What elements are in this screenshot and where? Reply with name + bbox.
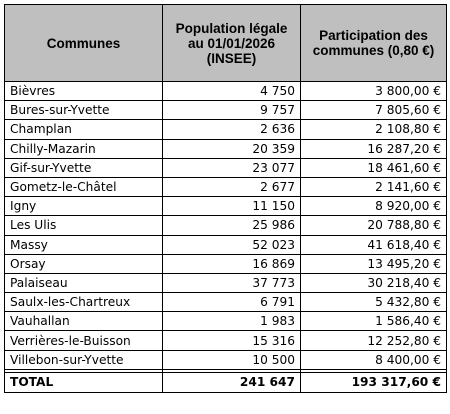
population-value: 20 359 bbox=[163, 139, 301, 158]
commune-name: Massy bbox=[5, 235, 163, 254]
table-row bbox=[5, 235, 447, 254]
commune-name: Les Ulis bbox=[5, 216, 163, 235]
commune-name: Verrières-le-Buisson bbox=[5, 331, 163, 350]
table-row bbox=[5, 331, 447, 350]
commune-name: Bièvres bbox=[5, 82, 163, 101]
participation-value: 13 495,20 € bbox=[301, 254, 447, 273]
participation-value: 5 432,80 € bbox=[301, 293, 447, 312]
population-value: 2 636 bbox=[163, 120, 301, 139]
table-row bbox=[5, 177, 447, 196]
total-participation: 193 317,60 € bbox=[301, 372, 447, 392]
population-value: 2 677 bbox=[163, 177, 301, 196]
header-population: Population légale au 01/01/2026 (INSEE) bbox=[163, 5, 301, 82]
participation-value: 20 788,80 € bbox=[301, 216, 447, 235]
population-value: 25 986 bbox=[163, 216, 301, 235]
participation-value: 30 218,40 € bbox=[301, 273, 447, 292]
header-communes: Communes bbox=[5, 5, 163, 82]
participation-value: 2 108,80 € bbox=[301, 120, 447, 139]
commune-name: Villebon-sur-Yvette bbox=[5, 350, 163, 369]
population-value: 6 791 bbox=[163, 293, 301, 312]
table-body bbox=[5, 82, 447, 393]
table-row bbox=[5, 101, 447, 120]
participation-value: 3 800,00 € bbox=[301, 82, 447, 101]
participation-value: 1 586,40 € bbox=[301, 312, 447, 331]
participation-value: 12 252,80 € bbox=[301, 331, 447, 350]
commune-name: Igny bbox=[5, 197, 163, 216]
commune-name: Chilly-Mazarin bbox=[5, 139, 163, 158]
commune-name: Vauhallan bbox=[5, 312, 163, 331]
population-value: 15 316 bbox=[163, 331, 301, 350]
total-population: 241 647 bbox=[163, 372, 301, 392]
participation-value: 8 920,00 € bbox=[301, 197, 447, 216]
header-participation: Participation des communes (0,80 €) bbox=[301, 5, 447, 82]
participation-value: 18 461,60 € bbox=[301, 158, 447, 177]
commune-name: Orsay bbox=[5, 254, 163, 273]
table-row bbox=[5, 312, 447, 331]
commune-name: Gif-sur-Yvette bbox=[5, 158, 163, 177]
table-row bbox=[5, 216, 447, 235]
total-row bbox=[5, 372, 447, 392]
population-value: 10 500 bbox=[163, 350, 301, 369]
table-row bbox=[5, 197, 447, 216]
participation-table bbox=[4, 4, 447, 393]
participation-value: 7 805,60 € bbox=[301, 101, 447, 120]
participation-value: 16 287,20 € bbox=[301, 139, 447, 158]
population-value: 52 023 bbox=[163, 235, 301, 254]
commune-name: Saulx-les-Chartreux bbox=[5, 293, 163, 312]
table-row bbox=[5, 139, 447, 158]
population-value: 9 757 bbox=[163, 101, 301, 120]
table-row bbox=[5, 350, 447, 369]
table-row bbox=[5, 120, 447, 139]
population-value: 37 773 bbox=[163, 273, 301, 292]
participation-value: 41 618,40 € bbox=[301, 235, 447, 254]
population-value: 16 869 bbox=[163, 254, 301, 273]
commune-name: Palaiseau bbox=[5, 273, 163, 292]
participation-value: 8 400,00 € bbox=[301, 350, 447, 369]
table-row bbox=[5, 158, 447, 177]
table-row bbox=[5, 254, 447, 273]
commune-name: Gometz-le-Châtel bbox=[5, 177, 163, 196]
population-value: 1 983 bbox=[163, 312, 301, 331]
participation-value: 2 141,60 € bbox=[301, 177, 447, 196]
population-value: 23 077 bbox=[163, 158, 301, 177]
commune-name: Champlan bbox=[5, 120, 163, 139]
table-row bbox=[5, 293, 447, 312]
total-label: TOTAL bbox=[5, 372, 163, 392]
commune-name: Bures-sur-Yvette bbox=[5, 101, 163, 120]
population-value: 11 150 bbox=[163, 197, 301, 216]
header-row bbox=[5, 5, 447, 82]
table-row bbox=[5, 273, 447, 292]
table-row bbox=[5, 82, 447, 101]
population-value: 4 750 bbox=[163, 82, 301, 101]
